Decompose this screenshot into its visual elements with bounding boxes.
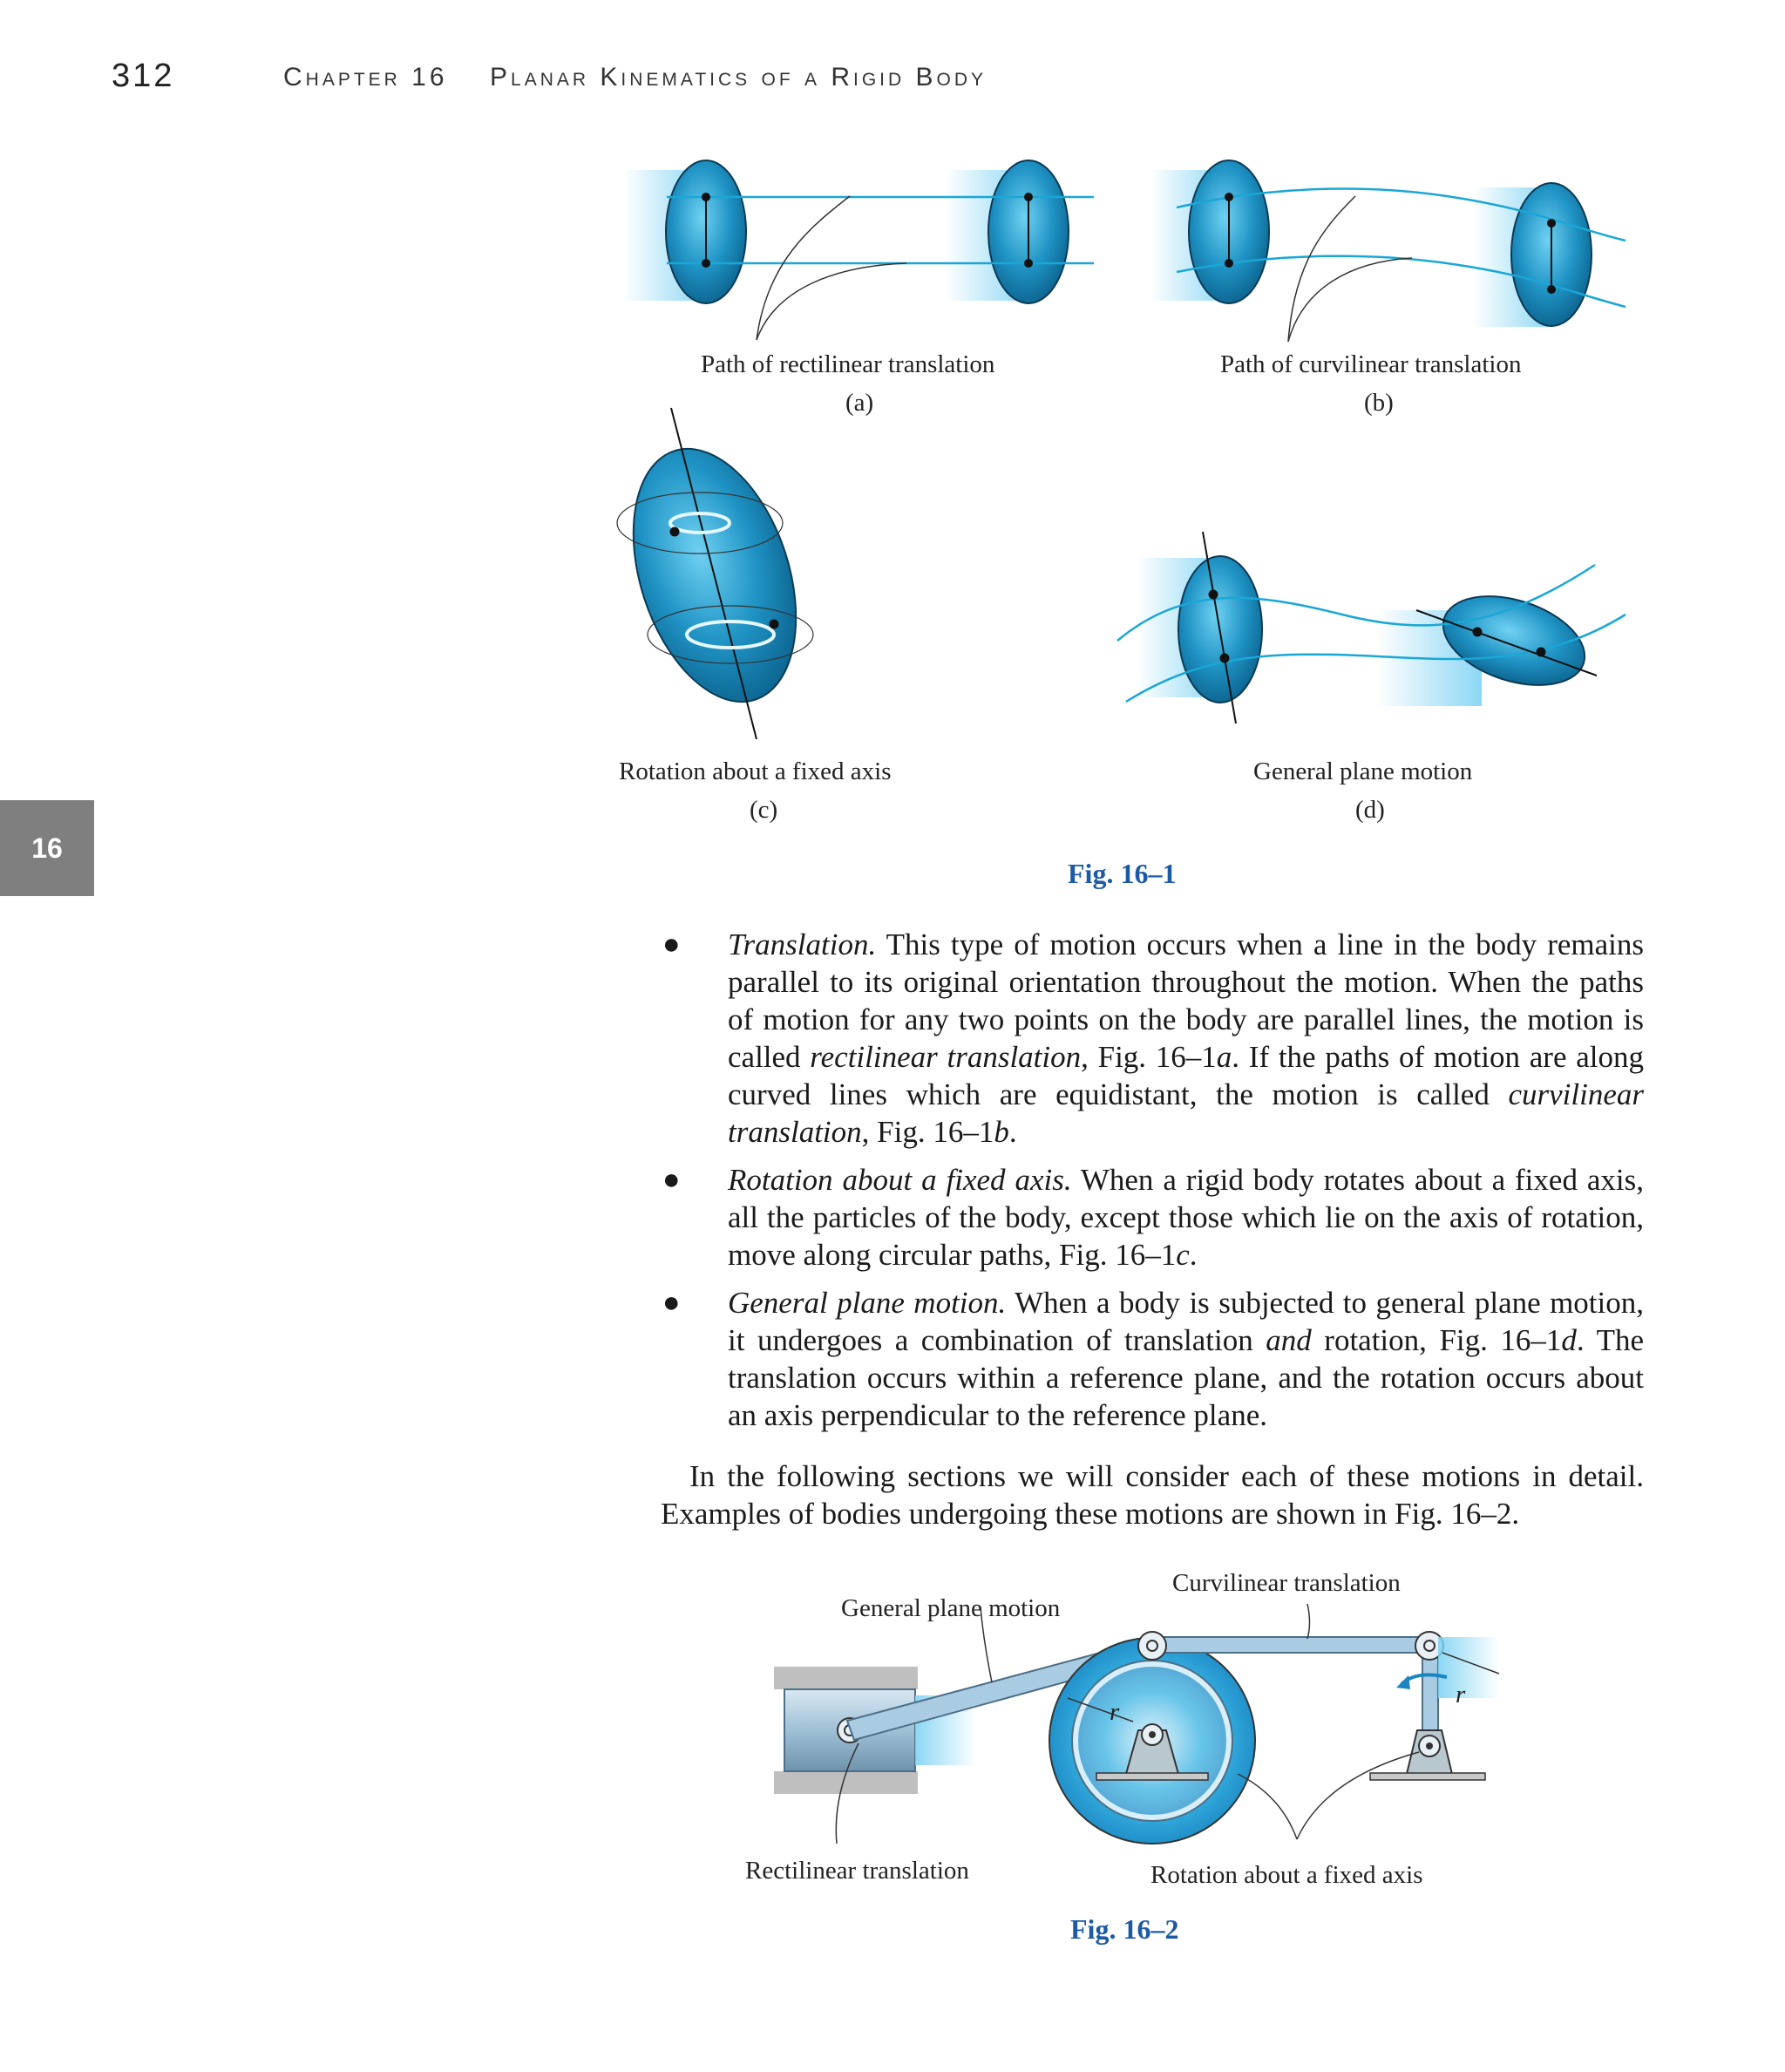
fig2-label: Fig. 16–2: [1070, 1913, 1179, 1945]
fig1d-label: (d): [1355, 796, 1385, 824]
fig1b-caption: Path of curvilinear translation: [1220, 350, 1522, 378]
fig2-r-label-wheel: r: [1110, 1698, 1120, 1726]
term-general-plane-motion: General plane motion.: [728, 1286, 1007, 1320]
chapter-title: Planar Kinematics of a Rigid Body: [490, 63, 988, 92]
fig2-r-label-rocker: r: [1456, 1681, 1466, 1709]
list-item: ● General plane motion. When a body is subjected to general plane motion, it undergoes a combination of translation and rotation, Fig. 16–1d. The translation occurs within a reference plane, and the rotation occurs about an axis perpendicular to the reference plane.: [662, 1286, 1644, 1432]
list-item: ● Rotation about a fixed axis. When a rigid body rotates about a fixed axis, all the particles of the body, except those which lie on the axis of rotation, move along circular paths, Fig. 16–1c.: [662, 1163, 1644, 1272]
fig1c-rotation-drawing: [604, 408, 825, 739]
motion-type-list: [662, 926, 1644, 1444]
page-number: 312: [112, 58, 175, 94]
fig1b-label: (b): [1364, 389, 1394, 417]
term-rotation: Rotation about a fixed axis.: [728, 1163, 1072, 1197]
fig1b-curvilinear-drawing: [1150, 160, 1626, 342]
chapter-side-tab: 16: [0, 800, 94, 896]
fig2-general-plane-motion-label: General plane motion: [841, 1594, 1061, 1622]
chapter-label: Chapter 16: [283, 63, 448, 92]
fig1-label: Fig. 16–1: [1068, 858, 1177, 889]
fig2-curvilinear-translation-label: Curvilinear translation: [1172, 1569, 1401, 1597]
body-paragraph: In the following sections we will consider each of these motions in detail. Examples of bodies undergoing these motions are shown in Fig. 16–2.: [661, 1459, 1644, 1531]
fig2-rectilinear-translation-label: Rectilinear translation: [745, 1857, 969, 1885]
fig1d-caption: General plane motion: [1253, 757, 1473, 785]
fig1c-label: (c): [750, 796, 778, 824]
bullet-icon: ●: [662, 1164, 681, 1196]
list-item: ● Translation. This type of motion occurs when a line in the body remains parallel to its original orientation throughout the motion. When the paths of motion for any two points on the body are parallel lines, the motion is called rectilinear translation, Fig. 16–1a. If the paths of motion are along curved lines which are equidistant, the motion is called curvilinear translation, Fig. 16–1b.: [662, 927, 1644, 1149]
fig1a-caption: Path of rectilinear translation: [701, 350, 995, 378]
bullet-icon: ●: [662, 928, 681, 961]
fig1a-label: (a): [845, 389, 874, 417]
fig2-mechanism-drawing: [774, 1604, 1499, 1844]
term-translation: Translation.: [728, 927, 877, 961]
fig1c-caption: Rotation about a fixed axis: [619, 757, 892, 785]
bullet-icon: ●: [662, 1287, 681, 1319]
fig1d-general-motion-drawing: [1117, 532, 1626, 724]
fig1a-rectilinear-drawing: [623, 160, 1094, 340]
fig2-rotation-fixed-axis-label: Rotation about a fixed axis: [1150, 1861, 1423, 1889]
